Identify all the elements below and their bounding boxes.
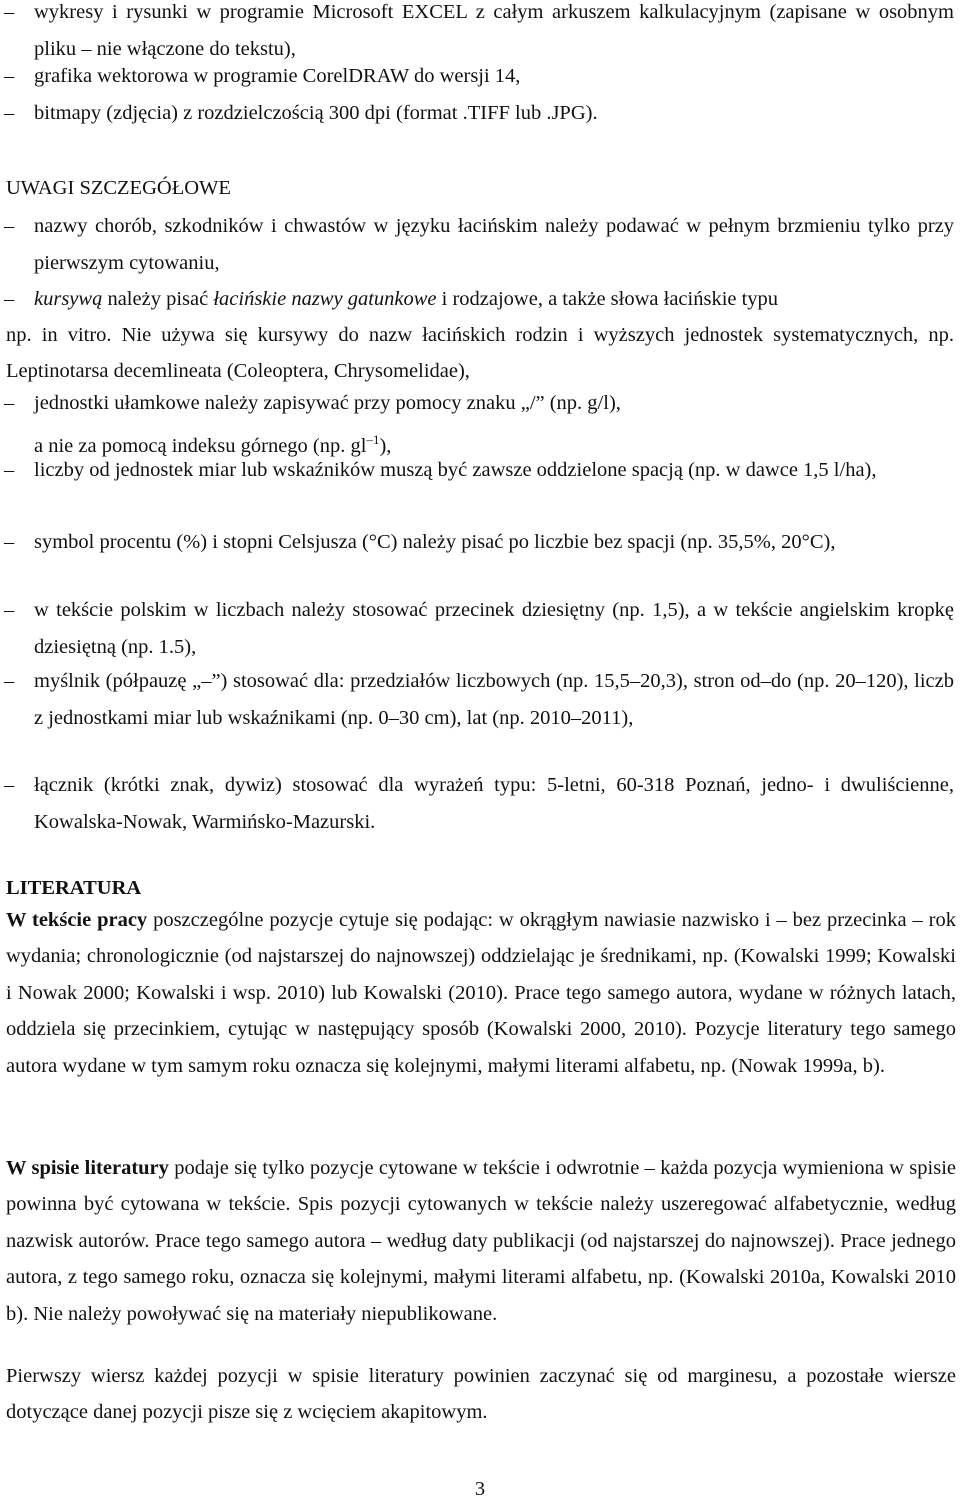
list-item-text: nazwy chorób, szkodników i chwastów w języku łacińskim należy podawać w pełnym brzmieniu tylko przy pierwszym cytowaniu, [34,215,954,274]
list-item [0,58,954,95]
list-item [0,208,954,281]
italic-text: kursywą [34,288,103,310]
text-run: a nie za pomocą indeksu górnego (np. gl [34,434,367,457]
list-item [0,95,954,132]
list-item [0,524,954,561]
list-item-text: łącznik (krótki znak, dywiz) stosować dla wyrażeń typu: 5-letni, 60-318 Poznań, jedno- i dwuliścienne, Kowalska-Nowak, Warmińsko-Mazurski. [34,774,954,833]
list-item [0,281,954,318]
bold-text: W spisie literatury [6,1157,169,1179]
text-run: ), [379,434,392,457]
superscript: –1 [366,431,380,447]
section-heading-uwagi: UWAGI SZCZEGÓŁOWE [6,177,231,199]
italic-text: łacińskie nazwy gatunkowe [213,288,437,310]
list-item [0,452,954,489]
list-item-text: wykresy i rysunki w programie Microsoft EXCEL z całym arkuszem kalkulacyjnym (zapisane w osobnym pliku – nie włączone do tekstu), [34,1,954,60]
text-run: podaje się tylko pozycje cytowane w tekście i odwrotnie – każda pozycja wymieniona w spisie powinna być cytowana w tekście. Spis pozycji cytowanych w tekście należy uszeregować alfabetycznie, według nazwisk autorów. Prace tego samego autora – według daty publikacji (od najstarszej do najnowszej). Prace jednego autora, z tego samego roku, oznacza się kolejnymi, małymi literami alfabetu, np. (Kowalski 2010a, Kowalski 2010 b). Nie należy powoływać się na materiały niepublikowane. [6,1157,957,1325]
dash-bullet: – [4,102,15,124]
dash-bullet: – [4,774,15,796]
bold-text: W tekście pracy [6,909,148,931]
list-item [0,592,954,665]
list-item-text: bitmapy (zdjęcia) z rozdzielczością 300 dpi (format .TIFF lub .JPG). [34,102,598,124]
dash-bullet: – [4,531,15,553]
paragraph [6,1150,956,1332]
dash-bullet: – [4,288,15,310]
list-item-text: liczby od jednostek miar lub wskaźników muszą być zawsze oddzielone spacją (np. w dawce 1,5 l/ha), [34,459,877,481]
dash-bullet: – [4,1,15,23]
list-item-text: grafika wektorowa w programie CorelDRAW do wersji 14, [34,65,521,87]
dash-bullet: – [4,65,15,87]
dash-bullet: – [4,392,15,414]
dash-bullet: – [4,670,15,692]
dash-bullet: – [4,459,15,481]
paragraph [6,902,956,1084]
list-item [0,663,954,736]
text-run: poszczególne pozycje cytuje się podając: w okrągłym nawiasie nazwisko i – bez przecinka – rok wydania; chronologicznie (od najstarszej do najnowszej) oddzielając je średnikami, np. (Kowalski 1999; Kowalski i Nowak 2000; Kowalski i wsp. 2010) lub Kowalski (2010). Prace tego samego autora, wydane w różnych latach, oddziela się przecinkiem, cytując w następujący sposób (Kowalski 2000, 2010). Pozycje literatury tego samego autora wydane w tym samym roku oznacza się kolejnymi, małymi literami alfabetu, np. (Nowak 1999a, b). [6,909,956,1077]
dash-bullet: – [4,599,15,621]
paragraph-continuation: np. in vitro. Nie używa się kursywy do nazw łacińskich rodzin i wyższych jednostek systematycznych, np. Leptinotarsa decemlineata (Coleoptera, Chrysomelidae), [6,324,954,383]
section-heading-literatura: LITERATURA [6,877,142,899]
paragraph: Pierwszy wiersz każdej pozycji w spisie literatury powinien zaczynać się od marginesu, a pozostałe wiersze dotyczące danej pozycji pisze się z wcięciem akapitowym. [6,1365,956,1424]
list-item-text: symbol procentu (%) i stopni Celsjusza (°C) należy pisać po liczbie bez spacji (np. 35,5%, 20°C), [34,531,836,553]
list-item-text: w tekście polskim w liczbach należy stosować przecinek dziesiętny (np. 1,5), a w tekście angielskim kropkę dziesiętną (np. 1.5), [34,599,954,658]
text-run: jednostki ułamkowe należy zapisywać przy pomocy znaku „/” (np. g/l), [34,392,621,414]
list-item-text [34,281,954,318]
list-item [0,767,954,840]
list-item-text: myślnik (półpauzę „–”) stosować dla: przedziałów liczbowych (np. 15,5–20,3), stron od–do (np. 20–120), liczb z jednostkami miar lub wskaźnikami (np. 0–30 cm), lat (np. 2010–2011), [34,670,954,729]
dash-bullet: – [4,215,15,237]
text-run: i rodzajowe, a także słowa łacińskie typu [436,288,779,310]
page-number: 3 [474,1478,486,1500]
text-run: należy pisać [102,288,214,310]
